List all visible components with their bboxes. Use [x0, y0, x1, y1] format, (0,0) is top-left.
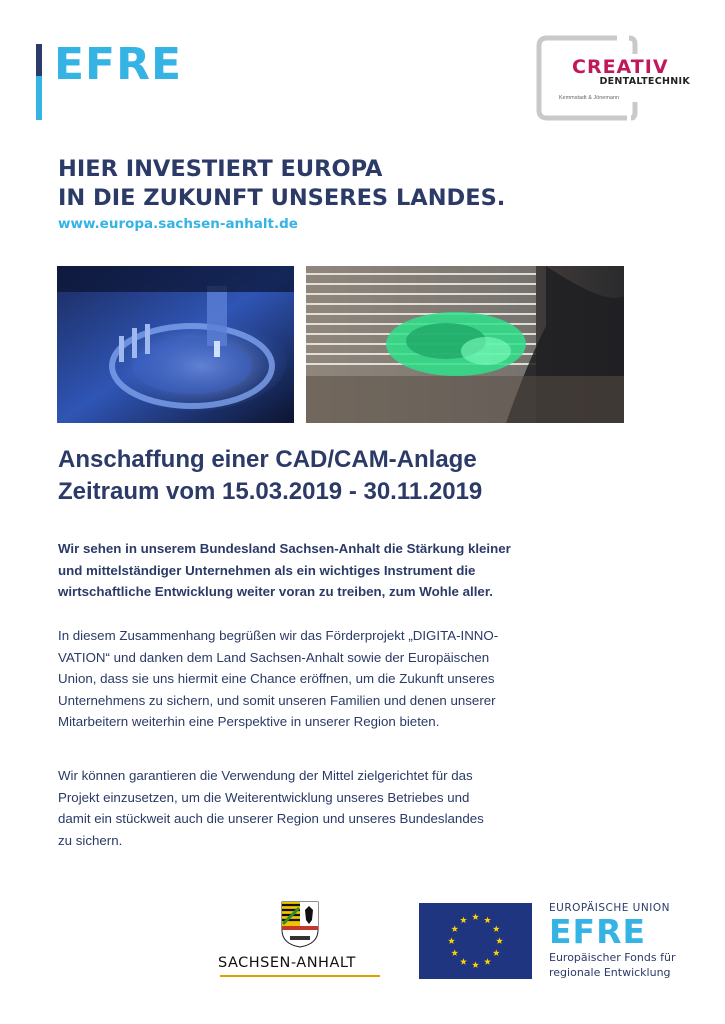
- headline-line-2: IN DIE ZUKUNFT UNSERES LANDES.: [58, 185, 506, 211]
- paragraph-line: damit ein stückweit auch die unserer Region und unseres Bundeslandes: [58, 811, 484, 826]
- efre-logo-bar-light: [36, 76, 42, 120]
- cad-scan-screen-photo: [306, 266, 624, 423]
- eu-fonds-line-2: regionale Entwicklung: [549, 966, 671, 979]
- efre-logo-bar-dark: [36, 44, 42, 76]
- sachsen-anhalt-name: SACHSEN-ANHALT: [218, 955, 356, 971]
- creativ-logo-name: CREATIV: [572, 56, 669, 78]
- paragraph-2: [58, 625, 618, 733]
- project-period: Zeitraum vom 15.03.2019 - 30.11.2019: [58, 478, 483, 505]
- paragraph-line: Wir können garantieren die Verwendung der Mittel zielgerichtet für das: [58, 768, 473, 783]
- project-title: Anschaffung einer CAD/CAM-Anlage: [58, 446, 477, 473]
- paragraph-line: Wir sehen in unserem Bundesland Sachsen-Anhalt die Stärkung kleiner: [58, 541, 511, 556]
- cad-cam-machine-photo: [57, 266, 294, 423]
- eu-flag-icon: [419, 903, 532, 979]
- paragraph-line: In diesem Zusammenhang begrüßen wir das Förderprojekt „DIGITA-INNO-: [58, 628, 499, 643]
- eu-fonds-line-1: Europäischer Fonds für: [549, 951, 676, 964]
- sachsen-anhalt-underline: [220, 975, 380, 977]
- creativ-logo-subtitle: DENTALTECHNIK: [599, 76, 690, 87]
- paragraph-line: und mittelständiger Unternehmen als ein wichtiges Instrument die: [58, 562, 476, 578]
- paragraph-line: Unternehmens zu sichern, und somit unseren Familien und denen unserer: [58, 692, 496, 708]
- headline-url-link[interactable]: www.europa.sachsen-anhalt.de: [58, 216, 298, 232]
- paragraph-line: Mitarbeitern weiterhin eine Perspektive in unserer Region bieten.: [58, 714, 440, 729]
- headline-line-1: HIER INVESTIERT EUROPA: [58, 156, 383, 182]
- eu-union-label: EUROPÄISCHE UNION: [549, 902, 670, 914]
- state-crest-icon: [280, 900, 320, 948]
- paragraph-3: [58, 765, 618, 851]
- paragraph-line: zu sichern.: [58, 832, 123, 848]
- paragraph-1: [58, 538, 618, 603]
- creativ-logo-owners: Kemmstadt & Jönemann: [558, 95, 620, 101]
- paragraph-line: Projekt einzusetzen, um die Weiterentwicklung unseres Betriebes und: [58, 789, 470, 805]
- paragraph-line: VATION“ und danken dem Land Sachsen-Anhalt sowie der Europäischen: [58, 649, 490, 665]
- eu-efre-label: EFRE: [549, 912, 647, 951]
- paragraph-line: Union, dass sie uns hiermit eine Chance eröffnen, um die Zukunft unseres: [58, 671, 495, 686]
- efre-logo-text: EFRE: [54, 39, 183, 90]
- paragraph-line: wirtschaftliche Entwicklung weiter voran zu treiben, zum Wohle aller.: [58, 584, 493, 599]
